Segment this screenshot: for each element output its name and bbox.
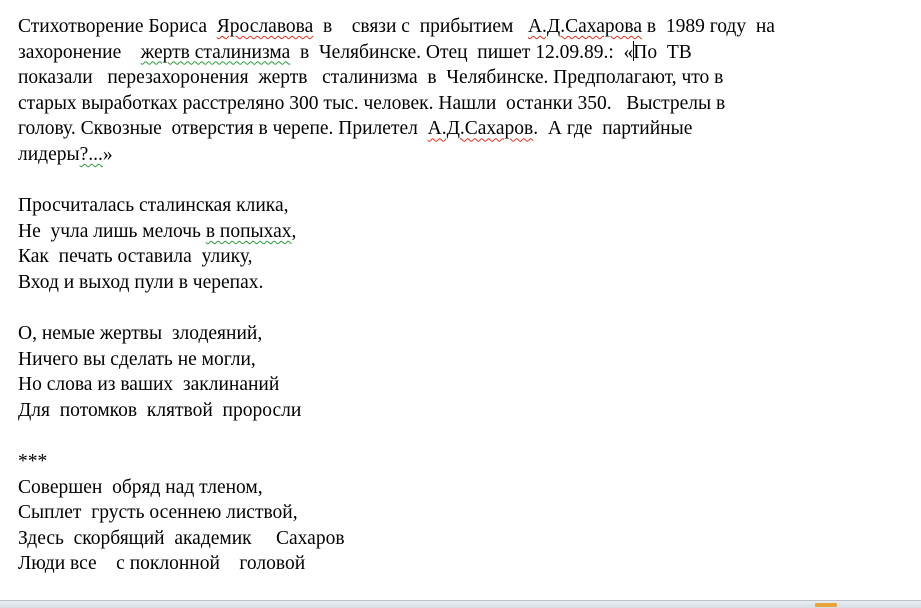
text-run: » bbox=[102, 143, 113, 165]
text-run: . А где партийные bbox=[533, 118, 693, 140]
blank-line bbox=[18, 168, 913, 194]
stanza-2-line-4: Для потомков клятвой проросли bbox=[18, 399, 302, 421]
text-run: лидеры bbox=[18, 143, 80, 165]
stanza-2-line-3: Но слова из ваших заклинаний bbox=[18, 374, 280, 396]
stanza-3-line-4: Люди все с поклонной головой bbox=[18, 553, 306, 575]
stanza-3-line-2: Сыплет грусть осеннею листвой, bbox=[18, 502, 298, 524]
stanza-separator: *** bbox=[18, 451, 48, 473]
text-run: Бориса bbox=[148, 16, 212, 37]
text-run: Стихотворение bbox=[18, 16, 149, 37]
spellcheck-word[interactable]: А.Д.Сахарова bbox=[527, 16, 642, 37]
stanza-2-line-2: Ничего вы сделать не могли, bbox=[18, 348, 256, 370]
spellcheck-word[interactable]: А.Д.Сахаров bbox=[427, 118, 534, 140]
text-run: в 1989 году на bbox=[642, 16, 775, 37]
grammar-check-phrase[interactable]: в попыхах bbox=[205, 220, 292, 242]
intro-line-2 bbox=[18, 40, 913, 66]
intro-line-3: показали перезахоронения жертв сталинизма в Челябинске. Предполагают, что в bbox=[18, 67, 724, 89]
stanza-1-line-3: Как печать оставила улику, bbox=[18, 246, 253, 268]
intro-line-4: старых выработках расстреляно 300 тыс. человек. Нашли останки 350. Выстрелы в bbox=[18, 92, 726, 114]
grammar-check-phrase[interactable]: жертв сталинизма bbox=[140, 41, 291, 63]
text-run: в связи с прибытием bbox=[313, 16, 528, 37]
stanza-3-line-3: Здесь скорбящий академик Сахаров bbox=[18, 527, 345, 549]
text-run: голову. Сквозные отверстия в черепе. Прилетел bbox=[18, 118, 428, 140]
blank-line bbox=[18, 296, 913, 322]
grammar-check-phrase[interactable]: ?... bbox=[79, 143, 103, 165]
text-run: в Челябинске. Отец пишет 12.09.89.: « bbox=[290, 41, 634, 63]
taskbar-indicator bbox=[815, 603, 837, 607]
intro-line-6 bbox=[18, 142, 913, 168]
text-run: По ТВ bbox=[633, 41, 692, 63]
document-text[interactable] bbox=[18, 14, 913, 577]
stanza-1-line-1: Просчиталась сталинская клика, bbox=[18, 195, 289, 217]
stanza-1-line-2 bbox=[18, 219, 913, 245]
text-run: Не учла лишь мелочь bbox=[18, 220, 206, 242]
spellcheck-word[interactable]: Ярославова bbox=[216, 16, 314, 37]
blank-line bbox=[18, 424, 913, 450]
stanza-1-line-4: Вход и выход пули в черепах. bbox=[18, 271, 264, 293]
intro-line-5 bbox=[18, 116, 913, 142]
stanza-3-line-1: Совершен обряд над тленом, bbox=[18, 476, 263, 498]
intro-line-1 bbox=[18, 14, 913, 40]
stanza-2-line-1: О, немые жертвы злодеяний, bbox=[18, 323, 263, 345]
text-run: , bbox=[291, 220, 297, 242]
text-run: захоронение bbox=[18, 41, 141, 63]
